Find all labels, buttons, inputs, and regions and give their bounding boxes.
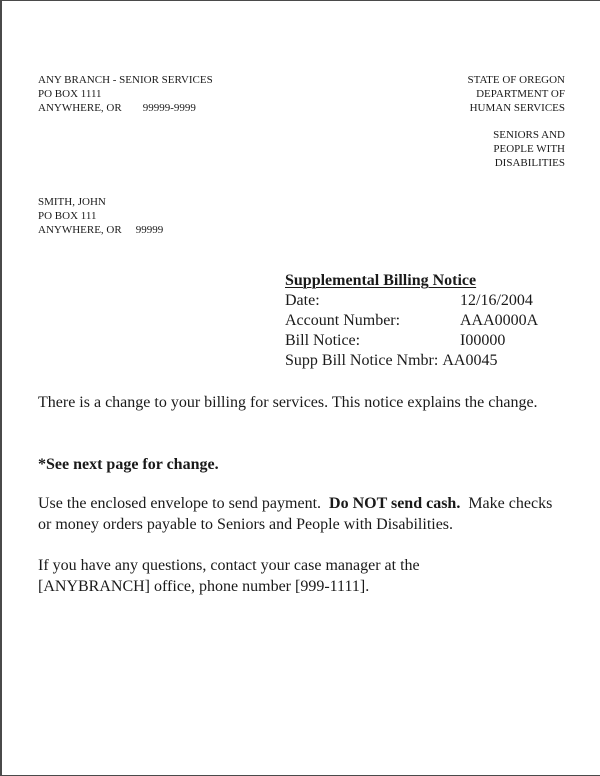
- field-value: 12/16/2004: [460, 292, 533, 309]
- recipient-zip: 99999: [135, 224, 164, 236]
- notice-field-supp-bill-number: [285, 351, 538, 371]
- paragraph-payment-instructions: [38, 493, 568, 535]
- sender-branch-name: ANY BRANCH - SENIOR SERVICES: [38, 74, 213, 86]
- payment-warning: Do NOT send cash.: [329, 495, 461, 512]
- field-value: AAA0000A: [460, 312, 539, 329]
- sender-address-block: [38, 73, 213, 115]
- recipient-city-state: ANYWHERE, OR: [38, 224, 122, 236]
- field-label: Date:: [285, 292, 320, 309]
- agency-header-block: [467, 73, 565, 170]
- agency-state: STATE OF OREGON: [467, 74, 565, 86]
- sender-city-state: ANYWHERE, OR: [38, 102, 122, 114]
- agency-division-line2: PEOPLE WITH: [493, 143, 565, 155]
- paragraph-see-next-page: *See next page for change.: [38, 456, 219, 473]
- field-value: I00000: [460, 332, 506, 349]
- agency-division-line3: DISABILITIES: [494, 157, 565, 169]
- field-value: AA0045: [442, 352, 498, 369]
- agency-division-line1: SENIORS AND: [493, 129, 565, 141]
- agency-department: DEPARTMENT OF: [476, 88, 565, 100]
- notice-field-bill-notice: [285, 331, 538, 351]
- recipient-po-box: PO BOX 111: [38, 210, 97, 222]
- recipient-address-block: [38, 195, 163, 237]
- field-label: Bill Notice:: [285, 332, 361, 349]
- paragraph-billing-change: There is a change to your billing for services. This notice explains the change.: [38, 394, 538, 411]
- notice-field-date: [285, 291, 538, 311]
- agency-department-name: HUMAN SERVICES: [469, 102, 565, 114]
- payment-text-part2: Make checks or money orders payable to Seniors and People with Disabilities.: [38, 495, 557, 533]
- billing-notice-block: [285, 271, 538, 371]
- paragraph-contact-info: If you have any questions, contact your case manager at the [ANYBRANCH] office, phone number [999-1111].: [38, 557, 420, 595]
- field-label: Supp Bill Notice Nmbr:: [285, 352, 439, 369]
- sender-po-box: PO BOX 1111: [38, 88, 102, 100]
- sender-zip: 99999-9999: [142, 102, 196, 114]
- notice-title: Supplemental Billing Notice: [285, 272, 477, 289]
- notice-field-account-number: [285, 311, 538, 331]
- recipient-city-line: [38, 223, 163, 237]
- field-label: Account Number:: [285, 312, 401, 329]
- payment-text-part1: Use the enclosed envelope to send payment.: [38, 495, 330, 512]
- sender-city-line: [38, 101, 213, 115]
- agency-spacer: [467, 115, 565, 128]
- recipient-name: SMITH, JOHN: [38, 196, 106, 208]
